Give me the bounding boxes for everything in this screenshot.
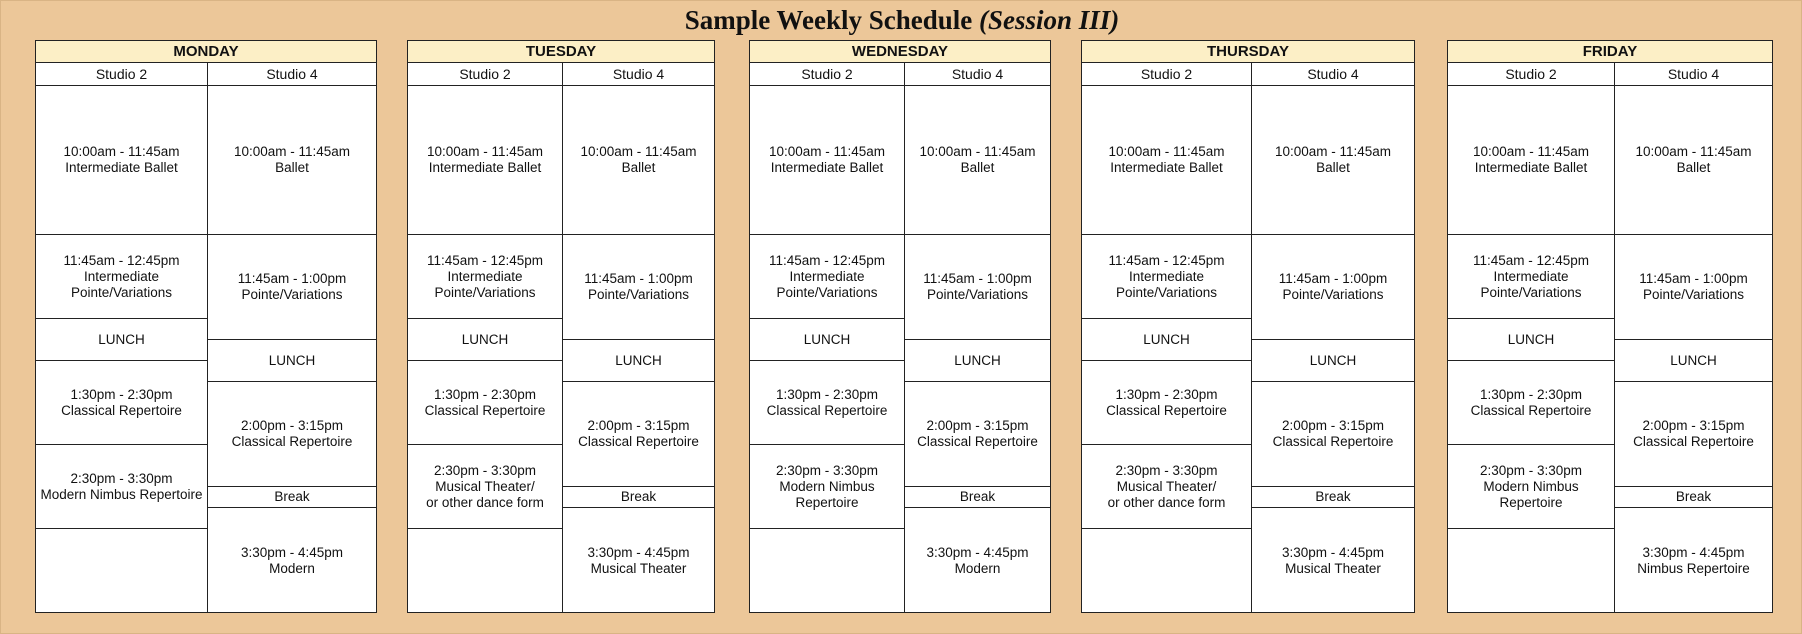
class-slot — [750, 445, 904, 529]
slot-text: 10:00am - 11:45am Ballet — [580, 144, 697, 175]
slot-text: 2:30pm - 3:30pm Modern Nimbus Repertoire — [775, 462, 879, 510]
day-header: WEDNESDAY — [750, 41, 1050, 63]
slot-text: Break — [959, 489, 996, 504]
class-slot — [1082, 235, 1251, 319]
slot-text: 10:00am - 11:45am Ballet — [1635, 144, 1752, 175]
slot-text: 10:00am - 11:45am Intermediate Ballet — [63, 144, 180, 175]
class-slot — [1615, 382, 1772, 487]
slot-text: 10:00am - 11:45am Ballet — [1274, 144, 1392, 175]
class-slot — [750, 86, 904, 235]
studio-column — [562, 63, 714, 612]
slot-text: 10:00am - 11:45am Ballet — [233, 144, 351, 175]
slot-text: LUNCH — [1309, 352, 1357, 368]
slot-text: 3:30pm - 4:45pm Musical Theater — [587, 544, 690, 576]
lunch-slot — [1448, 319, 1614, 361]
break-slot — [563, 487, 714, 508]
slot-text: 11:45am - 12:45pm Intermediate Pointe/Variations — [1472, 252, 1590, 300]
studio-header: Studio 4 — [563, 63, 714, 86]
slot-text: 11:45am - 12:45pm Intermediate Pointe/Variations — [1108, 252, 1225, 300]
class-slot — [408, 445, 562, 529]
slot-text: LUNCH — [268, 352, 316, 368]
class-slot — [1252, 382, 1414, 487]
class-slot — [36, 361, 207, 445]
lunch-slot — [1082, 319, 1251, 361]
day-header: THURSDAY — [1082, 41, 1414, 63]
class-slot — [36, 86, 207, 235]
class-slot — [750, 361, 904, 445]
studio-header: Studio 2 — [1082, 63, 1251, 86]
title-session: (Session III) — [979, 5, 1120, 35]
class-slot — [750, 529, 904, 613]
studio-header: Studio 2 — [36, 63, 207, 86]
lunch-slot — [208, 340, 376, 382]
slot-text: 3:30pm - 4:45pm Musical Theater — [1281, 544, 1385, 576]
slot-text: LUNCH — [1143, 331, 1190, 347]
class-slot — [408, 235, 562, 319]
studio-column — [36, 63, 207, 612]
class-slot — [1448, 361, 1614, 445]
slot-text: 10:00am - 11:45am Intermediate Ballet — [768, 144, 886, 175]
slot-text: Break — [1675, 489, 1712, 504]
slot-text: 10:00am - 11:45am Intermediate Ballet — [426, 144, 544, 175]
day-wednesday — [749, 40, 1051, 613]
class-slot — [1082, 445, 1251, 529]
break-slot — [1252, 487, 1414, 508]
class-slot — [1448, 86, 1614, 235]
slot-text: 1:30pm - 2:30pm Classical Repertoire — [766, 386, 888, 418]
studio-header: Studio 2 — [408, 63, 562, 86]
lunch-slot — [1252, 340, 1414, 382]
lunch-slot — [408, 319, 562, 361]
slot-text: 3:30pm - 4:45pm Modern — [240, 544, 344, 576]
slot-text: LUNCH — [1670, 352, 1717, 368]
slot-text: 11:45am - 1:00pm Pointe/Variations — [584, 271, 693, 302]
class-slot — [1448, 445, 1614, 529]
class-slot — [208, 382, 376, 487]
break-slot — [905, 487, 1050, 508]
class-slot — [563, 508, 714, 613]
class-slot — [1615, 508, 1772, 613]
slot-text: LUNCH — [803, 331, 851, 347]
studio-header: Studio 2 — [750, 63, 904, 86]
slot-text: LUNCH — [461, 331, 509, 347]
day-header: MONDAY — [36, 41, 376, 63]
slot-text: 2:30pm - 3:30pm Modern Nimbus Repertoire — [40, 470, 203, 502]
page-title — [1, 5, 1802, 36]
day-tuesday — [407, 40, 715, 613]
day-header: TUESDAY — [408, 41, 714, 63]
class-slot — [1252, 86, 1414, 235]
slot-text: 2:00pm - 3:15pm Classical Repertoire — [917, 418, 1038, 449]
day-header: FRIDAY — [1448, 41, 1772, 63]
class-slot — [563, 86, 714, 235]
class-slot — [208, 86, 376, 235]
slot-text: LUNCH — [98, 331, 145, 347]
class-slot — [208, 235, 376, 340]
break-slot — [1615, 487, 1772, 508]
studio-header: Studio 4 — [905, 63, 1050, 86]
slot-text: 1:30pm - 2:30pm Classical Repertoire — [1106, 386, 1227, 418]
class-slot — [1082, 361, 1251, 445]
class-slot — [1252, 235, 1414, 340]
class-slot — [1615, 86, 1772, 235]
slot-text: Break — [1315, 489, 1351, 504]
studio-header: Studio 4 — [1252, 63, 1414, 86]
studio-column — [1251, 63, 1414, 612]
slot-text: 2:00pm - 3:15pm Classical Repertoire — [1272, 418, 1394, 449]
slot-text: 11:45am - 12:45pm Intermediate Pointe/Variations — [63, 252, 180, 300]
studio-column — [750, 63, 904, 612]
class-slot — [563, 382, 714, 487]
studio-column — [207, 63, 376, 612]
lunch-slot — [750, 319, 904, 361]
slot-text: 2:00pm - 3:15pm Classical Repertoire — [1633, 418, 1754, 449]
studio-header: Studio 2 — [1448, 63, 1614, 86]
lunch-slot — [905, 340, 1050, 382]
studio-column — [1082, 63, 1251, 612]
class-slot — [408, 529, 562, 613]
class-slot — [1448, 529, 1614, 613]
slot-text: 2:30pm - 3:30pm Musical Theater/ or other dance form — [1107, 462, 1226, 510]
break-slot — [208, 487, 376, 508]
slot-text: 10:00am - 11:45am Intermediate Ballet — [1472, 144, 1590, 175]
class-slot — [1082, 529, 1251, 613]
class-slot — [36, 235, 207, 319]
class-slot — [905, 382, 1050, 487]
slot-text: 2:30pm - 3:30pm Musical Theater/ or other dance form — [426, 462, 544, 510]
slot-text: 3:30pm - 4:45pm Modern — [926, 544, 1029, 576]
studio-column — [408, 63, 562, 612]
class-slot — [750, 235, 904, 319]
slot-text: 1:30pm - 2:30pm Classical Repertoire — [61, 386, 182, 418]
class-slot — [1448, 235, 1614, 319]
class-slot — [1252, 508, 1414, 613]
slot-text: 11:45am - 1:00pm Pointe/Variations — [1278, 271, 1388, 302]
class-slot — [36, 445, 207, 529]
slot-text: 11:45am - 1:00pm Pointe/Variations — [237, 271, 347, 302]
slot-text: LUNCH — [1507, 331, 1555, 347]
class-slot — [905, 508, 1050, 613]
slot-text: 11:45am - 1:00pm Pointe/Variations — [923, 271, 1032, 302]
studio-column — [1614, 63, 1772, 612]
class-slot — [1615, 235, 1772, 340]
studio-header: Studio 4 — [1615, 63, 1772, 86]
slot-text: 1:30pm - 2:30pm Classical Repertoire — [1470, 386, 1592, 418]
slot-text: Break — [620, 489, 657, 504]
lunch-slot — [563, 340, 714, 382]
class-slot — [408, 361, 562, 445]
slot-text: 11:45am - 12:45pm Intermediate Pointe/Variations — [768, 252, 886, 300]
class-slot — [36, 529, 207, 613]
class-slot — [563, 235, 714, 340]
lunch-slot — [36, 319, 207, 361]
slot-text: 11:45am - 12:45pm Intermediate Pointe/Variations — [426, 252, 544, 300]
day-thursday — [1081, 40, 1415, 613]
slot-text: 2:00pm - 3:15pm Classical Repertoire — [578, 418, 699, 449]
slot-text: 11:45am - 1:00pm Pointe/Variations — [1639, 271, 1748, 302]
class-slot — [208, 508, 376, 613]
day-monday — [35, 40, 377, 613]
class-slot — [1082, 86, 1251, 235]
studio-column — [904, 63, 1050, 612]
slot-text: 1:30pm - 2:30pm Classical Repertoire — [424, 386, 546, 418]
slot-text: 10:00am - 11:45am Intermediate Ballet — [1108, 144, 1225, 175]
studio-column — [1448, 63, 1614, 612]
slot-text: LUNCH — [615, 352, 662, 368]
slot-text: 2:00pm - 3:15pm Classical Repertoire — [231, 418, 353, 449]
class-slot — [905, 235, 1050, 340]
class-slot — [905, 86, 1050, 235]
slot-text: 10:00am - 11:45am Ballet — [919, 144, 1036, 175]
day-friday — [1447, 40, 1773, 613]
lunch-slot — [1615, 340, 1772, 382]
title-main: Sample Weekly Schedule — [684, 5, 973, 35]
slot-text: 2:30pm - 3:30pm Modern Nimbus Repertoire — [1479, 462, 1583, 510]
slot-text: Break — [274, 489, 310, 504]
class-slot — [408, 86, 562, 235]
slot-text: 3:30pm - 4:45pm Nimbus Repertoire — [1637, 544, 1750, 576]
slot-text: LUNCH — [954, 352, 1001, 368]
studio-header: Studio 4 — [208, 63, 376, 86]
